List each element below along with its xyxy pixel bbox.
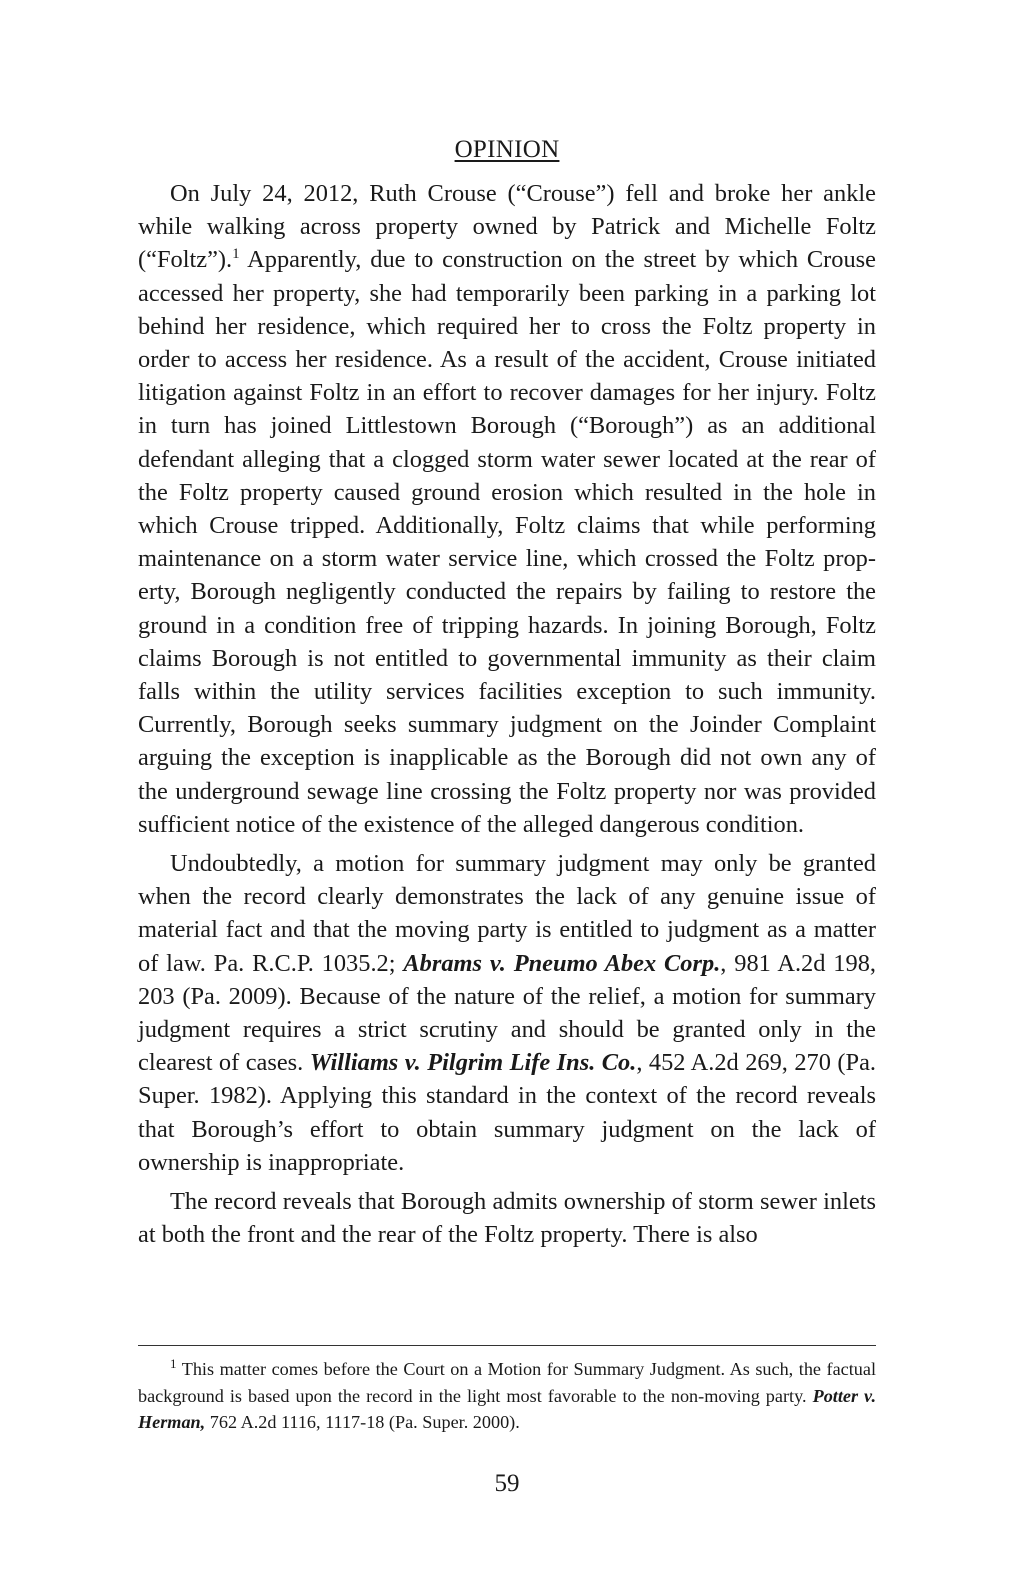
case-citation-potter: Potter v. Herman,	[138, 1385, 877, 1432]
opinion-body	[138, 177, 876, 1252]
footnote-marker: 1	[170, 1356, 177, 1371]
footnote-reference: 1	[232, 246, 240, 263]
paragraph-1-text-b: Apparently, due to construction on the street by which Crouse accessed her property, she had temporarily been parking in a parking lot behind her residence, which required her to cross the Foltz property in order to access her residence. As a result of the accident, Crouse initiated litigation against Foltz in an effort to recover damages for her injury. Foltz in turn has joined Littlestown Borough (“Borough”) as an additional defendant alleging that a clogged storm water sewer located at the rear of the Foltz property caused ground erosion which resulted in the hole in which Crouse tripped. Additionally, Foltz claims that while performing maintenance on a storm water service line, which crossed the Foltz property, Borough negligently conducted the repairs by failing to restore the ground in a condition free of tripping hazards. In joining Borough, Foltz claims Borough is not entitled to governmental immunity as their claim falls within the utility services facilities exception to such immunity. Currently, Borough seeks summary judgment on the Joinder Complaint arguing the exception is inapplicable as the Borough did not own any of the underground sewage line crossing the Foltz property nor was provided sufficient notice of the existence of the alleged dangerous condition.	[138, 246, 876, 838]
case-citation-abrams: Abrams v. Pneumo Abex Corp.	[403, 949, 721, 977]
page-number: 59	[494, 1470, 520, 1497]
footnote-text-b: 762 A.2d 1116, 1117-18 (Pa. Super. 2000).	[205, 1412, 520, 1432]
footnote-divider	[138, 1345, 876, 1346]
paragraph-3	[138, 1185, 876, 1251]
footnote-text-a: This matter comes before the Court on a Motion for Summary Judgment. As such, the factual background is based upon the record in the light most favorable to the non-moving party.	[138, 1359, 876, 1406]
document-page	[138, 0, 876, 1583]
paragraph-2-text-c: , 452 A.2d 269, 270 (Pa. Super. 1982). Applying this standard in the context of the record reveals that Borough’s effort to obtain summary judgment on the lack of ownership is inappropriate.	[138, 1049, 877, 1176]
paragraph-2	[138, 847, 876, 1179]
paragraph-2-text-a: Undoubtedly, a motion for summary judgment may only be granted when the record clearly demonstrates the lack of any genuine issue of material fact and that the moving party is entitled to judgment as a matter of law. Pa. R.C.P. 1035.2;	[138, 850, 876, 977]
opinion-heading: OPINION	[454, 136, 560, 163]
paragraph-3-text: The record reveals that Borough admits ownership of storm sewer inlets at both the front and the rear of the Foltz property. There is also	[138, 1188, 876, 1249]
paragraph-1	[138, 177, 876, 841]
footnote-1	[138, 1356, 876, 1436]
case-citation-williams: Williams v. Pilgrim Life Ins. Co.	[309, 1049, 637, 1077]
paragraph-1-text-a: On July 24, 2012, Ruth Crouse (“Crouse”) fell and broke her ankle while walking across property owned by Patrick and Michelle Foltz (“Foltz”).	[138, 180, 876, 274]
paragraph-2-text-b: , 981 A.2d 198, 203 (Pa. 2009). Because of the nature of the relief, a motion for summary judgment requires a strict scrutiny and should be granted only in the clearest of cases.	[138, 949, 876, 1077]
